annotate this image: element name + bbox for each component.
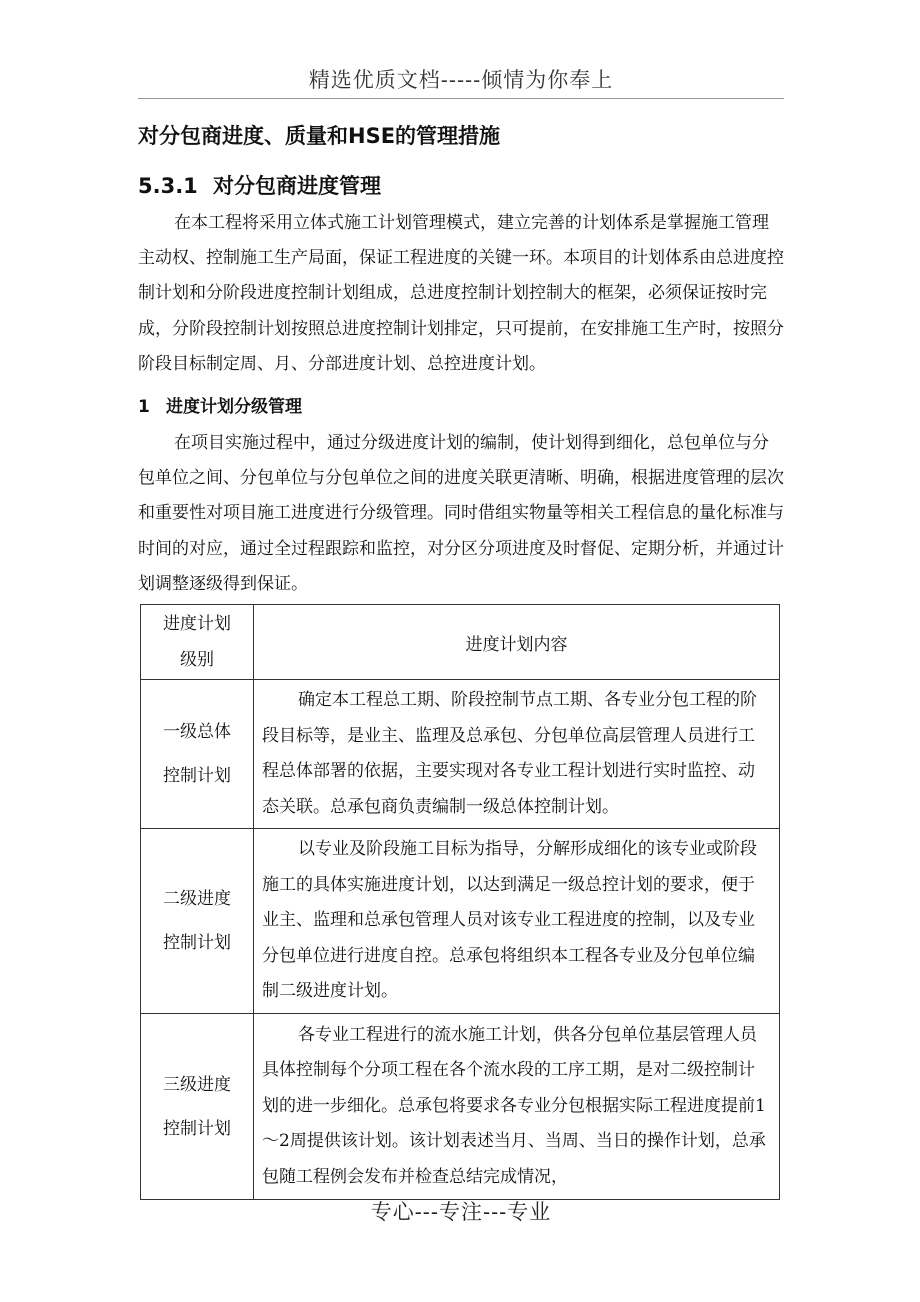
level-cell <box>141 680 254 829</box>
header-level-line2: 级别 <box>180 650 214 670</box>
page-header: 精选优质文档-----倾情为你奉上 <box>308 68 614 92</box>
header-level-cell <box>141 605 254 680</box>
table-row <box>141 680 780 829</box>
schedule-level-table <box>140 604 780 1200</box>
header-divider <box>138 98 784 99</box>
grading-paragraph: 在项目实施过程中，通过分级进度计划的编制，使计划得到细化，总包单位与分包单位之间、分包单位与分包单位之间的进度关联更清晰、明确，根据进度管理的层次和重要性对项目施工进度进行分级管理。同时借组实物量等相关工程信息的量化标准与时间的对应，通过全过程跟踪和监控，对分区分项进度及时督促、定期分析，并通过计划调整逐级得到保证。 <box>138 433 784 594</box>
level-line2: 控制计划 <box>163 933 231 953</box>
subsection-heading <box>138 170 381 200</box>
content-cell: 以专业及阶段施工目标为指导，分解形成细化的该专业或阶段施工的具体实施进度计划，以达到满足一级总控计划的要求，便于业主、监理和总承包管理人员对该专业工程进度的控制，以及专业分包单位进行进度自控。总承包将组织本工程各专业及分包单位编制二级进度计划。 <box>254 829 780 1014</box>
table-row <box>141 829 780 1014</box>
content-cell: 确定本工程总工期、阶段控制节点工期、各专业分包工程的阶段目标等，是业主、监理及总承包、分包单位高层管理人员进行工程总体部署的依据，主要实现对各专业工程计划进行实时监控、动态关联。总承包商负责编制一级总体控制计划。 <box>254 680 780 829</box>
heading-number: 1 <box>138 397 150 417</box>
level-line1: 三级进度 <box>163 1074 231 1095</box>
header-level-line1: 进度计划 <box>163 614 231 634</box>
level-cell <box>141 1014 254 1200</box>
heading-title: 进度计划分级管理 <box>166 397 302 417</box>
table-header-row <box>141 605 780 680</box>
level-line2: 控制计划 <box>163 766 231 786</box>
subsection-title: 对分包商进度管理 <box>213 174 381 198</box>
subsection-number: 5.3.1 <box>138 174 198 198</box>
level-line1: 一级总体 <box>163 722 231 742</box>
content-cell: 各专业工程进行的流水施工计划，供各分包单位基层管理人员具体控制每个分项工程在各个流水段的工序工期，是对二级控制计划的进一步细化。总承包将要求各专业分包根据实际工程进度提前1～2周提供该计划。该计划表述当月、当周、当日的操作计划，总承包随工程例会发布并检查总结完成情况， <box>254 1014 780 1200</box>
page-footer: 专心---专注---专业 <box>370 1200 552 1224</box>
header-content-cell: 进度计划内容 <box>254 605 780 680</box>
numbered-heading <box>138 392 302 417</box>
level-cell <box>141 829 254 1014</box>
level-line2: 控制计划 <box>163 1118 231 1139</box>
table-row <box>141 1014 780 1200</box>
intro-paragraph: 在本工程将采用立体式施工计划管理模式，建立完善的计划体系是掌握施工管理主动权、控制施工生产局面，保证工程进度的关键一环。本项目的计划体系由总进度控制计划和分阶段进度控制计划组成，总进度控制计划控制大的框架，必须保证按时完成，分阶段控制计划按照总进度控制计划排定，只可提前，在安排施工生产时，按照分阶段目标制定周、月、分部进度计划、总控进度计划。 <box>138 213 784 374</box>
level-line1: 二级进度 <box>163 889 231 909</box>
section-title: 对分包商进度、质量和HSE的管理措施 <box>138 124 501 148</box>
